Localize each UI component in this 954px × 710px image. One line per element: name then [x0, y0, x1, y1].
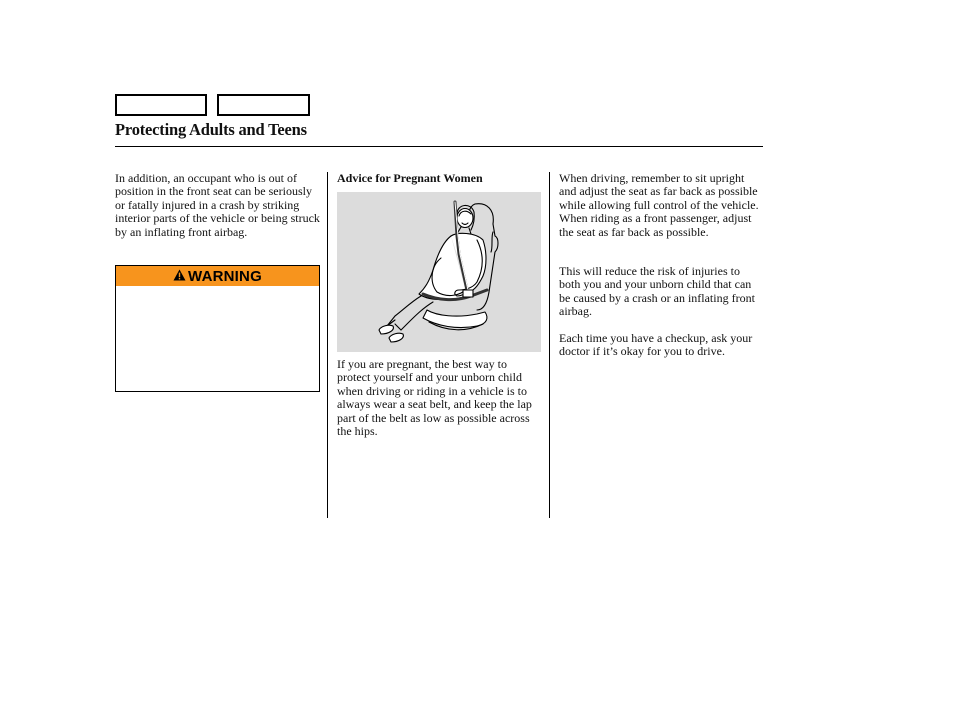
nav-next-button[interactable] — [217, 94, 310, 116]
intro-paragraph: In addition, an occupant who is out of position in the front seat can be seriously or fatally injured in a crash by striking interior parts of the vehicle or being struck by an inflating front airbag. — [115, 171, 320, 239]
page-title: Protecting Adults and Teens — [115, 120, 307, 139]
checkup-paragraph: Each time you have a checkup, ask your doctor if it’s okay for you to drive. — [559, 331, 753, 359]
warning-triangle-icon — [173, 268, 186, 285]
warning-box — [115, 265, 320, 392]
nav-prev-button[interactable] — [115, 94, 207, 116]
column-divider-2 — [549, 172, 550, 518]
driving-advice-paragraph: When driving, remember to sit upright and adjust the seat as far back as possible while allowing full control of the vehicle. When riding as a front passenger, adjust the seat as far back as possible. — [559, 171, 759, 239]
pregnant-woman-seatbelt-illustration — [337, 192, 541, 352]
section-heading: Advice for Pregnant Women — [337, 171, 483, 185]
warning-label: WARNING — [188, 267, 262, 285]
injury-risk-paragraph: This will reduce the risk of injuries to both you and your unborn child that can be caused by a crash or an inflating front airbag. — [559, 264, 755, 319]
warning-header — [116, 266, 319, 286]
pregnancy-advice-paragraph: If you are pregnant, the best way to protect yourself and your unborn child when driving or riding in a vehicle is to always wear a seat belt, and keep the lap part of the belt as low as possible across the hips. — [337, 357, 532, 439]
column-divider-1 — [327, 172, 328, 518]
title-divider — [115, 146, 763, 147]
